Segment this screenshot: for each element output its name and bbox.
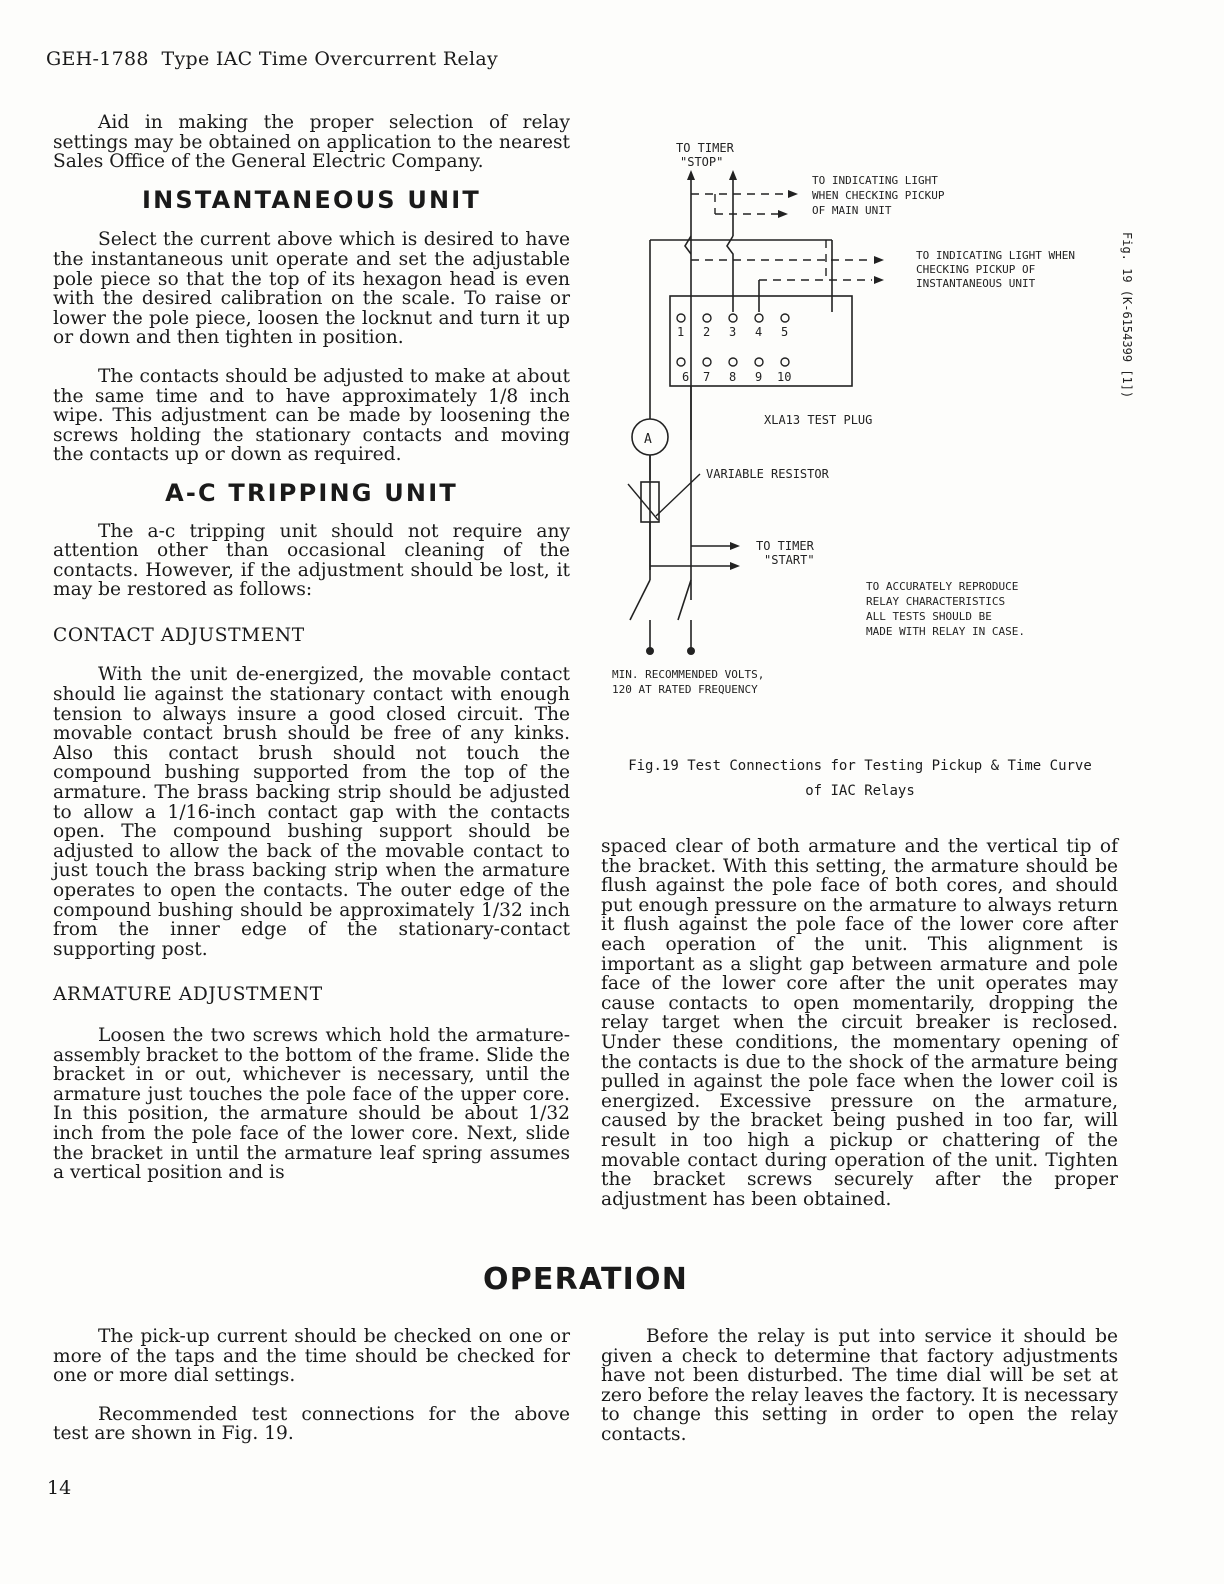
doc-id: GEH-1788 xyxy=(46,48,149,70)
intro-paragraph: Aid in making the proper selection of relay settings may be obtained on application to the nearest Sales Office of the General Electric Company. xyxy=(53,112,570,173)
timer-stop-label-2: "STOP" xyxy=(680,155,724,169)
note-line-2: RELAY CHARACTERISTICS xyxy=(866,595,1006,608)
operation-heading: OPERATION xyxy=(483,1262,689,1297)
indicating-main-label-1: TO INDICATING LIGHT xyxy=(812,174,938,187)
terminal-label: 7 xyxy=(703,370,711,384)
doc-title: Type IAC Time Overcurrent Relay xyxy=(161,48,499,70)
left-column xyxy=(53,113,570,1183)
indicating-inst-label-1: TO INDICATING LIGHT WHEN xyxy=(916,249,1075,262)
page-header xyxy=(46,48,498,70)
operation-paragraph-3: Before the relay is put into service it should be given a check to determine that factory adjustments have not been disturbed. The time dial will be set at zero before the relay leaves the factory. It is necessary to change this setting in order to open the relay contacts. xyxy=(601,1326,1118,1445)
figure-caption-line-1: Fig.19 Test Connections for Testing Pickup & Time Curve xyxy=(628,758,1092,774)
ac-tripping-paragraph: The a-c tripping unit should not require any attention other than occasional cleaning of the contacts. However, if the adjustment should be lost, it may be restored as follows: xyxy=(53,520,570,601)
timer-start-label-2: "START" xyxy=(764,553,815,567)
indicating-inst-label-2: CHECKING PICKUP OF xyxy=(916,263,1036,276)
terminal-label: 9 xyxy=(755,370,763,384)
figure-side-label: Fig. 19 (K-6154399 [1]) xyxy=(1120,232,1134,399)
note-line-3: ALL TESTS SHOULD BE xyxy=(866,610,992,623)
terminal-label: 4 xyxy=(755,325,763,339)
terminal-label: 10 xyxy=(777,370,792,384)
terminal-label: 3 xyxy=(729,325,737,339)
operation-right-column xyxy=(601,1327,1118,1445)
timer-stop-label-1: TO TIMER xyxy=(676,141,734,155)
test-plug-label: XLA13 TEST PLUG xyxy=(764,413,873,427)
terminal-label: 1 xyxy=(677,325,685,339)
contact-adjustment-heading: CONTACT ADJUSTMENT xyxy=(53,624,305,646)
volts-label-1: MIN. RECOMMENDED VOLTS, xyxy=(612,668,765,681)
terminal-label: 8 xyxy=(729,370,737,384)
instantaneous-paragraph-2: The contacts should be adjusted to make at about the same time and to have approximately 1/8 inch wipe. This adjustment can be made by loosening the screws holding the stationary contacts and moving the contacts up or down as required. xyxy=(53,365,570,466)
operation-left-column xyxy=(53,1327,570,1444)
figure-caption-line-2: of IAC Relays xyxy=(805,783,915,799)
indicating-main-label-3: OF MAIN UNIT xyxy=(812,204,892,217)
contact-adjustment-paragraph: With the unit de-energized, the movable contact should lie against the stationary contact with enough tension to always insure a good closed circuit. The movable contact brush should be free of any kinks. Also this contact brush should not touch the compound bushing supported from the top of the armature. The brass backing strip should be adjusted to allow a 1/16-inch contact gap with the contacts open. The compound bushing support should be adjusted to allow the back of the movable contact to just touch the brass backing strip when the armature operates to open the contacts. The outer edge of the compound bushing should be approximately 1/32 inch from the inner edge of the stationary-contact supporting post. xyxy=(53,664,570,960)
instantaneous-heading: INSTANTANEOUS UNIT xyxy=(141,185,482,214)
indicating-main-label-2: WHEN CHECKING PICKUP xyxy=(812,189,945,202)
note-line-1: TO ACCURATELY REPRODUCE xyxy=(866,580,1019,593)
indicating-inst-label-3: INSTANTANEOUS UNIT xyxy=(916,277,1036,290)
operation-paragraph-2: Recommended test connections for the above test are shown in Fig. 19. xyxy=(53,1403,570,1445)
ac-tripping-heading: A-C TRIPPING UNIT xyxy=(165,478,458,507)
terminal-label: 5 xyxy=(781,325,789,339)
terminal-label: 2 xyxy=(703,325,711,339)
operation-paragraph-1: The pick-up current should be checked on one or more of the taps and the time should be checked for one or more dial settings. xyxy=(53,1326,570,1387)
volts-label-2: 120 AT RATED FREQUENCY xyxy=(612,683,758,696)
armature-adjustment-paragraph: Loosen the two screws which hold the armature-assembly bracket to the bottom of the frame. Slide the bracket in or out, whichever is necessary, until the armature just touches the pole face of the upper core. In this position, the armature should be about 1/32 inch from the pole face of the lower core. Next, slide the bracket in until the armature leaf spring assumes a vertical position and is xyxy=(53,1024,570,1184)
figure-caption xyxy=(605,754,1115,804)
variable-resistor-label: VARIABLE RESISTOR xyxy=(706,467,829,481)
right-column xyxy=(601,837,1118,1209)
armature-adjustment-heading: ARMATURE ADJUSTMENT xyxy=(53,984,323,1006)
terminal-label: 6 xyxy=(682,370,690,384)
ammeter-label: A xyxy=(644,432,652,447)
note-line-4: MADE WITH RELAY IN CASE. xyxy=(866,625,1025,638)
armature-continued-paragraph: spaced clear of both armature and the vertical tip of the bracket. With this setting, the armature should be flush against the pole face of both cores, and should put enough pressure on the armature to always return it flush against the pole face of the lower core after each operation of the unit. This alignment is important as a slight gap between armature and pole face of the lower core after the unit operates may cause contacts to open momentarily, dropping the relay target when the circuit breaker is reclosed. Under these conditions, the momentary opening of the contacts is due to the shock of the armature being pulled in against the pole face when the lower coil is energized. Excessive pressure on the armature, caused by the bracket being pushed in too far, will result in too high a pickup or chattering of the movable contact during operation of the unit. Tighten the bracket screws securely after the proper adjustment has been obtained. xyxy=(601,836,1118,1210)
timer-start-label-1: TO TIMER xyxy=(756,539,814,553)
page-number: 14 xyxy=(47,1477,72,1499)
instantaneous-paragraph-1: Select the current above which is desired to have the instantaneous unit operate and set the adjustable pole piece so that the top of its hexagon head is even with the desired calibration on the scale. To raise or lower the pole piece, loosen the locknut and turn it up or down and then tighten in position. xyxy=(53,229,570,349)
test-connections-diagram xyxy=(600,130,1200,720)
